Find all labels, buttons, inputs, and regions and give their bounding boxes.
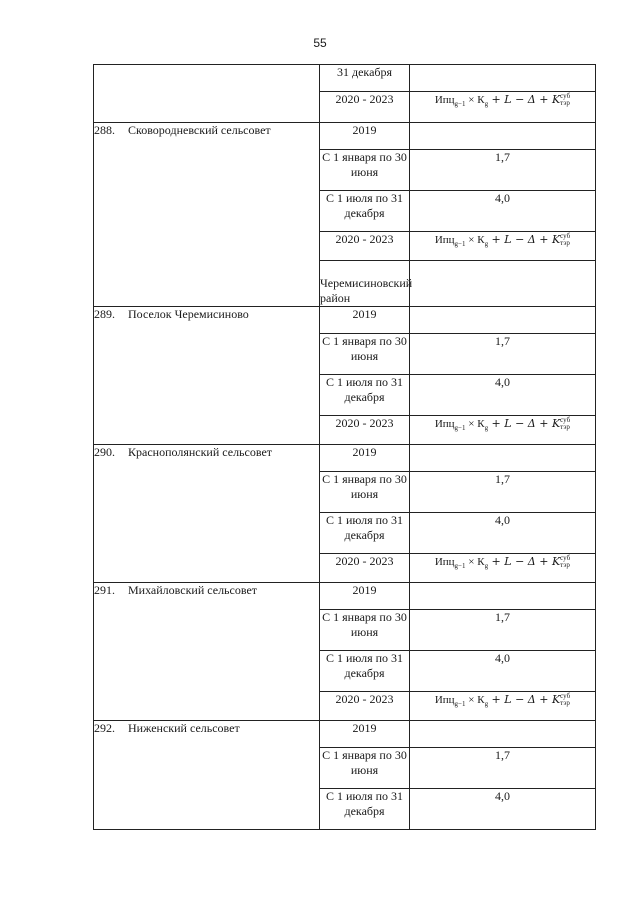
entity-cell	[94, 307, 320, 445]
entity-number: 288.	[94, 123, 115, 137]
formula-times: ×	[465, 418, 478, 430]
formula-rest: + L − Δ +	[488, 93, 552, 106]
formula-k: К	[477, 694, 485, 706]
entity-number: 290.	[94, 445, 115, 459]
value-cell: 4,0	[410, 375, 596, 416]
district-cell	[320, 261, 413, 307]
value-cell: 1,7	[410, 610, 596, 651]
formula-k-sub: g	[484, 100, 489, 108]
period-cell: 2019	[320, 307, 410, 334]
formula-kt: K	[551, 417, 561, 430]
value-cell: 4,0	[410, 789, 596, 830]
period-cell: С 1 января по 30 июня	[320, 748, 410, 789]
formula-rest: + L − Δ +	[488, 417, 552, 430]
tariff-table	[93, 64, 596, 830]
period-cell: 2020 - 2023	[320, 692, 410, 721]
formula-cell	[410, 416, 596, 445]
formula-k: К	[477, 556, 485, 568]
period-cell: 2019	[320, 123, 410, 150]
district-name: Черемисиновский район	[320, 276, 413, 305]
value-cell: 4,0	[410, 191, 596, 232]
period-cell: 31 декабря	[320, 65, 410, 92]
formula-cell	[410, 554, 596, 583]
formula-k-sub: g	[484, 562, 489, 570]
period-cell	[410, 261, 596, 307]
formula-kt: K	[551, 555, 561, 568]
table-row	[94, 445, 596, 472]
formula-kt-sub: тэр	[560, 99, 570, 108]
table-row	[94, 583, 596, 610]
period-cell: С 1 января по 30 июня	[320, 334, 410, 375]
period-cell: 2019	[320, 445, 410, 472]
value-cell	[410, 65, 596, 92]
formula-kt-sup: суб	[560, 92, 571, 101]
period-cell: С 1 июля по 31 декабря	[320, 651, 410, 692]
entity-name: Ниженский сельсовет	[128, 721, 240, 735]
formula-base: Ипц	[434, 694, 455, 706]
entity-name: Краснополянский сельсовет	[128, 445, 273, 459]
entity-cell	[94, 65, 320, 123]
formula-times: ×	[465, 94, 478, 106]
formula-kt-sup: суб	[560, 554, 571, 563]
value-cell: 1,7	[410, 472, 596, 513]
period-cell: С 1 июля по 31 декабря	[320, 513, 410, 554]
formula-times: ×	[465, 556, 478, 568]
formula-k: К	[477, 234, 485, 246]
formula-kt-indices	[560, 555, 570, 569]
table-row	[94, 307, 596, 334]
entity-cell	[94, 123, 320, 307]
entity-number: 289.	[94, 307, 115, 321]
formula-base: Ипц	[434, 94, 455, 106]
formula-kt: K	[551, 233, 561, 246]
entity-number: 292.	[94, 721, 115, 735]
period-cell: С 1 января по 30 июня	[320, 150, 410, 191]
formula-kt-indices	[560, 233, 570, 247]
formula-kt: K	[551, 693, 561, 706]
formula-kt-sub: тэр	[560, 423, 570, 432]
formula-kt-sup: суб	[560, 232, 571, 241]
formula-cell	[410, 692, 596, 721]
formula-rest: + L − Δ +	[488, 693, 552, 706]
entity-cell	[94, 445, 320, 583]
period-cell: 2019	[320, 583, 410, 610]
formula-k-sub: g	[484, 240, 489, 248]
formula-base: Ипц	[434, 418, 455, 430]
value-cell	[410, 583, 596, 610]
period-cell: 2020 - 2023	[320, 92, 410, 123]
value-cell	[410, 307, 596, 334]
formula-kt-indices	[560, 93, 570, 107]
entity-number: 291.	[94, 583, 115, 597]
page-number: 55	[313, 36, 327, 50]
table-row	[94, 65, 596, 92]
value-cell: 4,0	[410, 513, 596, 554]
value-cell	[410, 445, 596, 472]
formula-times: ×	[465, 234, 478, 246]
value-cell: 1,7	[410, 748, 596, 789]
value-cell	[410, 721, 596, 748]
period-cell: С 1 января по 30 июня	[320, 610, 410, 651]
entity-cell	[94, 721, 320, 830]
formula-k-sub: g	[484, 700, 489, 708]
formula-base-sub: g−1	[454, 424, 466, 432]
formula-cell	[410, 92, 596, 123]
table-row	[94, 123, 596, 150]
formula-rest: + L − Δ +	[488, 233, 552, 246]
entity-name: Сковородневский сельсовет	[128, 123, 271, 137]
formula-k-sub: g	[484, 424, 489, 432]
value-cell: 4,0	[410, 651, 596, 692]
formula-kt-indices	[560, 693, 570, 707]
formula-kt-sup: суб	[560, 692, 571, 701]
period-cell: С 1 июля по 31 декабря	[320, 191, 410, 232]
formula-times: ×	[465, 694, 478, 706]
formula-kt-sub: тэр	[560, 699, 570, 708]
formula-k: К	[477, 94, 485, 106]
formula-k: К	[477, 418, 485, 430]
formula-base-sub: g−1	[454, 562, 466, 570]
period-cell: С 1 января по 30 июня	[320, 472, 410, 513]
formula-kt-sub: тэр	[560, 239, 570, 248]
entity-name: Поселок Черемисиново	[128, 307, 249, 321]
formula-cell	[410, 232, 596, 261]
value-cell: 1,7	[410, 150, 596, 191]
formula-kt-sub: тэр	[560, 561, 570, 570]
value-cell: 1,7	[410, 334, 596, 375]
value-cell	[410, 123, 596, 150]
formula-base-sub: g−1	[454, 100, 466, 108]
entity-name: Михайловский сельсовет	[128, 583, 258, 597]
period-cell: 2020 - 2023	[320, 232, 410, 261]
formula-rest: + L − Δ +	[488, 555, 552, 568]
period-cell: 2020 - 2023	[320, 416, 410, 445]
period-cell: 2020 - 2023	[320, 554, 410, 583]
formula-base-sub: g−1	[454, 240, 466, 248]
formula-kt-sup: суб	[560, 416, 571, 425]
period-cell: 2019	[320, 721, 410, 748]
table-row	[94, 721, 596, 748]
formula-kt: K	[551, 93, 561, 106]
formula-base-sub: g−1	[454, 700, 466, 708]
formula-base: Ипц	[434, 234, 455, 246]
entity-cell	[94, 583, 320, 721]
period-cell: С 1 июля по 31 декабря	[320, 375, 410, 416]
formula-base: Ипц	[434, 556, 455, 568]
formula-kt-indices	[560, 417, 570, 431]
period-cell: С 1 июля по 31 декабря	[320, 789, 410, 830]
